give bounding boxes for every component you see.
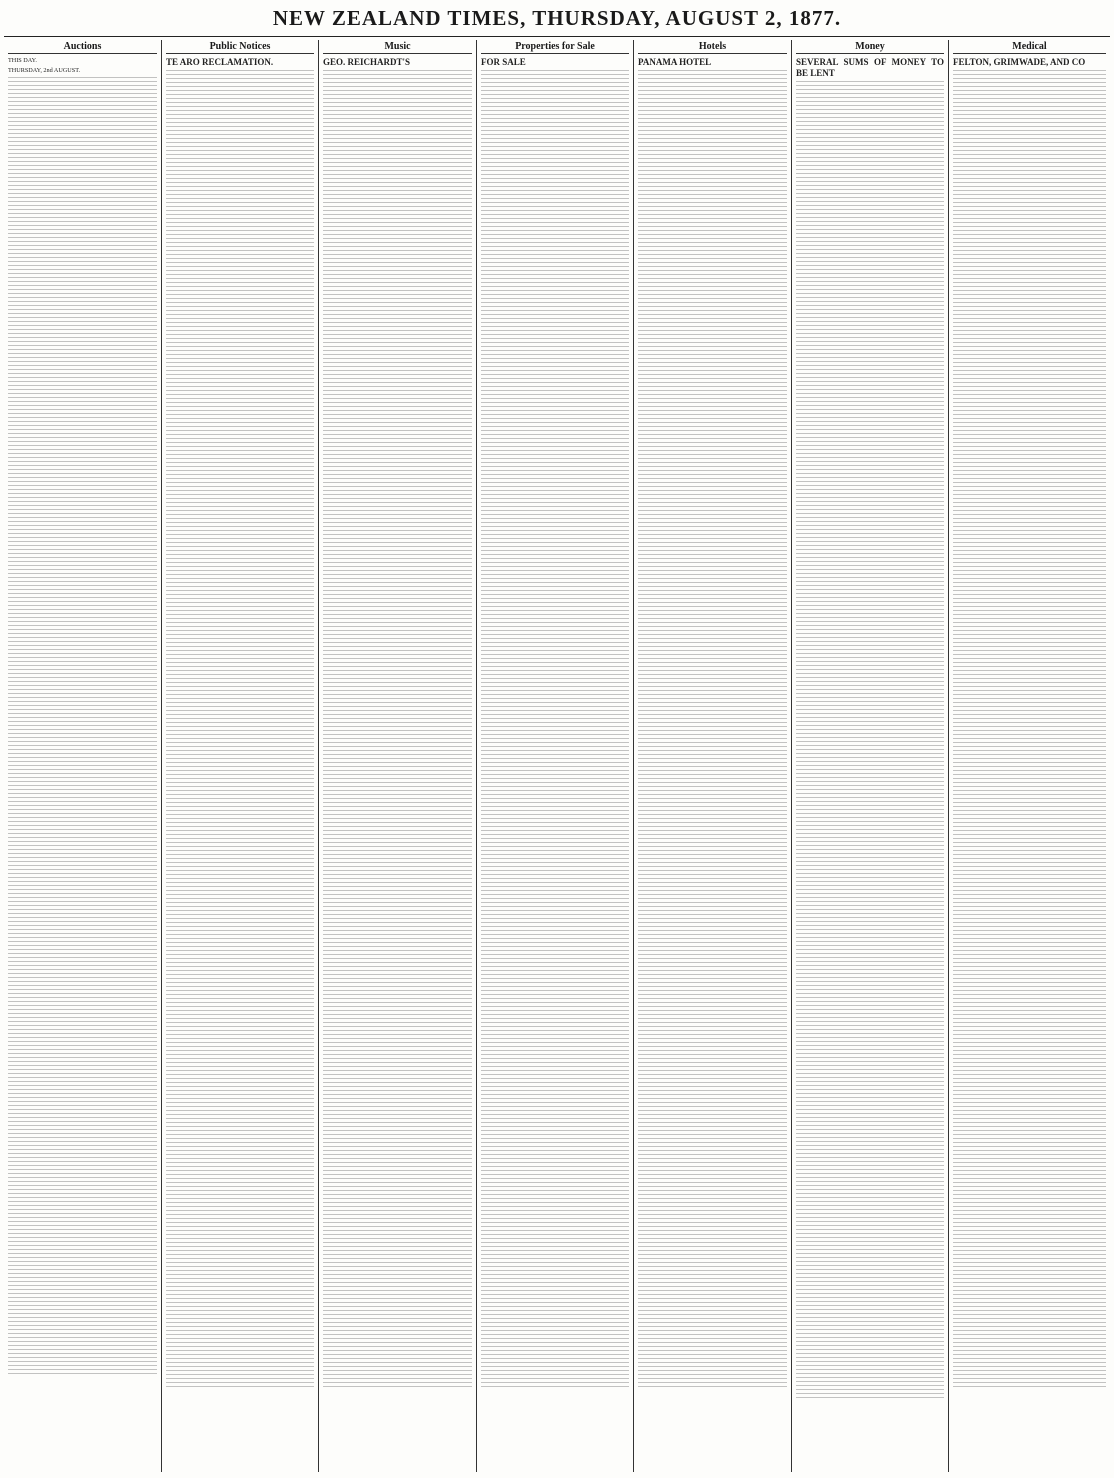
column-2: [161, 40, 318, 1472]
column-1: [4, 40, 161, 1472]
column-6: [791, 40, 948, 1472]
column-text-block: [953, 70, 1106, 1390]
column-text-block: [323, 70, 472, 1390]
column-text: TE ARO RECLAMATION.: [166, 57, 274, 67]
column-heading: Music: [323, 40, 472, 54]
column-heading: Money: [796, 40, 944, 54]
column-text: SEVERAL SUMS OF MONEY TO BE LENT: [796, 57, 944, 78]
column-7: [948, 40, 1110, 1472]
column-text: PANAMA HOTEL: [638, 57, 712, 67]
column-5: [633, 40, 791, 1472]
column-text: THURSDAY, 2nd AUGUST.: [8, 67, 81, 74]
column-text-block: [481, 70, 629, 1390]
column-heading: Properties for Sale: [481, 40, 629, 54]
column-heading: Hotels: [638, 40, 787, 54]
column-text: GEO. REICHARDT'S: [323, 57, 411, 67]
masthead: NEW ZEALAND TIMES, THURSDAY, AUGUST 2, 1877.: [272, 6, 842, 30]
column-text: FOR SALE: [481, 57, 526, 67]
column-text-block: [638, 70, 787, 1390]
column-heading: Public Notices: [166, 40, 314, 54]
column-heading: Medical: [953, 40, 1106, 54]
masthead-rule: [4, 36, 1110, 37]
column-text-block: [166, 70, 314, 1390]
column-text: FELTON, GRIMWADE, AND CO: [953, 57, 1086, 67]
column-3: [318, 40, 476, 1472]
column-text-block: [8, 77, 157, 1377]
column-heading: Auctions: [8, 40, 157, 54]
column-4: [476, 40, 633, 1472]
column-text: THIS DAY.: [8, 57, 37, 64]
column-text-block: [796, 81, 944, 1401]
